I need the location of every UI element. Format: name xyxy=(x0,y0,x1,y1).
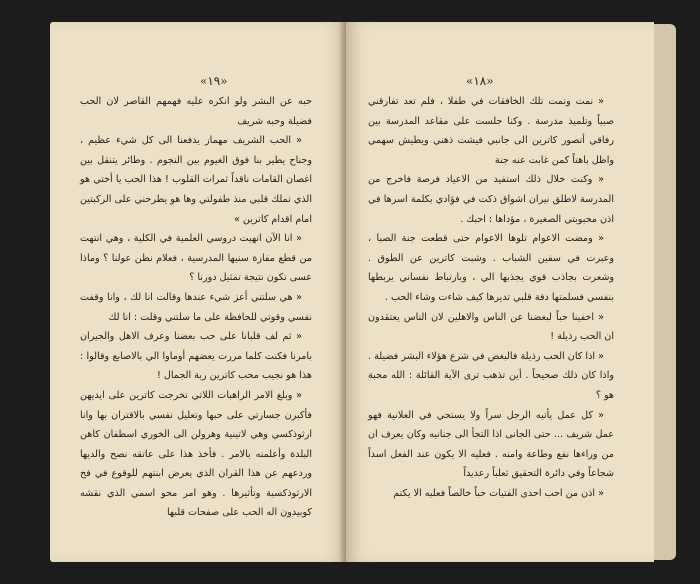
paragraph: « انا الآن انهيت دروسي العلمية في الكلية ، وهي انتهت من قطع مفازة سنيها المدرسية ، فعلام نظن عولنا ؟ وماذا عسى تكون نتيجة تمثيل دورنا ؟ xyxy=(80,233,312,284)
paragraph: « ومضت الاعوام تلوها الاعوام حتى قطعت جنة الصبا ، وعبرت في سفين الشباب . وشبت كاترين عن الطوق . وشعرت بجاذب قوي يجذبها الي ، وبارتباط نفساني يربطها بنفسي فسلمتها دفة قلبي تديرها كيف شاءت وشاء الحب . xyxy=(368,233,614,303)
paragraph: « هي سلتني أعز شيء عندها وقالت انا لك ، وانا وقفت نفسي وقوتي للحافظة على ما سلتني وقلت : انا لك xyxy=(80,291,312,323)
paragraph: « اذا كان الحب رذيلة فالبغض في شرع هؤلاء البشر فضيلة . واذا كان ذلك صحيحاً . أين تذهب ترى الآية القائلة : الله محبة هو ؟ xyxy=(368,350,614,401)
page-number: «١٩» xyxy=(200,74,228,88)
page-edges xyxy=(654,24,676,560)
paragraph: « اخفينا حباً لبعضنا عن الناس والاهلين لان الناس يعتقدون ان الحب رذيلة ! xyxy=(368,311,614,343)
right-page xyxy=(346,22,654,562)
paragraph: « كل عمل يأتيه الرجل سراً ولا يستحي في العلانية فهو عمل شريف ... حتى الجانى اذا التجأ الى جنانيه وكان يعرف ان من وراءها نفع وطاعة وامنه . فعليه الا يكون عند الفعل اسداً شجاعاً وفي دائرة التحقيق ثعلباً رعديداً xyxy=(368,409,614,480)
paragraph: « الحب الشريف مهماز يدفعنا الى كل شيء عظيم ، وجناح يطير بنا فوق الغيوم بين النجوم . وطائر يتنقل بين اغصان القامات ناقداً ثمرات القلوب ! هذا الحب يا أختي هو الذي تملك قلبي منذ طفولتي وها هو يطرحني على الركبتين امام اقدام كاترين » xyxy=(80,135,312,225)
paragraph: « نمت ونمت تلك الخافقات في طفلا ، فلم تعد تفارقني صبياً وتلميذ مدرسة . وكنا جلست على مقاعد المدرسة بين رفاقي أتصور كاترين الى جانبي فيشت ذهني ويطيش سهمي واظل باهتاً كمن غابت عنه جنة xyxy=(368,96,614,166)
paragraph: « اذن من احب احدى الفتيات حباً خالصاً فعليه الا يكتم xyxy=(393,487,604,499)
paragraph: « وبلغ الامر الراهبات اللاتي تخرجت كاترين على ايديهن فأكبرن جسارتي على حبها وتعليل نفسي بالاقتران بها وانا ارثوذكسي وهي لاتينية وهرولن الى الخوري اسطفان كاهن البلدة وأعلمنه بالامر . فأخذ هذا على عاتقه نصح والديها وردعهم عن هذا القران الذي يعرض ابنتهم للوقوع في فخ الارثوذكسية وتأثيرها . وهو امر محو اسمي الذي نقشه كوبيدون اله الحب على صفحات قلبها xyxy=(80,389,312,519)
paragraph: « وكنت خلال ذلك استفيد من الاعياد فرصة فاخرج من المدرسة لاطلق نيران اشواق ذكت في فؤادي بكلمة اسرها في اذن محبوبتي الصغيرة ، مؤداها : احبك . xyxy=(368,174,614,225)
left-page xyxy=(50,22,346,562)
paragraph: حبه عن البشر ولو انكره عليه فهمهم القاصر لان الحب فضيلة وحبه شريف xyxy=(80,96,312,127)
paragraph: « ثم لف قلبانا على حب بعضنا وعرف الاهل والجيران بامرنا فكنت كلما مررت يعضهم أوماوا الي بالاصابع وقالوا : هذا هو نجيب محب كاترين ربة الجمال ! xyxy=(80,331,312,382)
page-number: «١٨» xyxy=(466,74,494,88)
page-text xyxy=(368,92,614,503)
page-text xyxy=(80,92,312,523)
